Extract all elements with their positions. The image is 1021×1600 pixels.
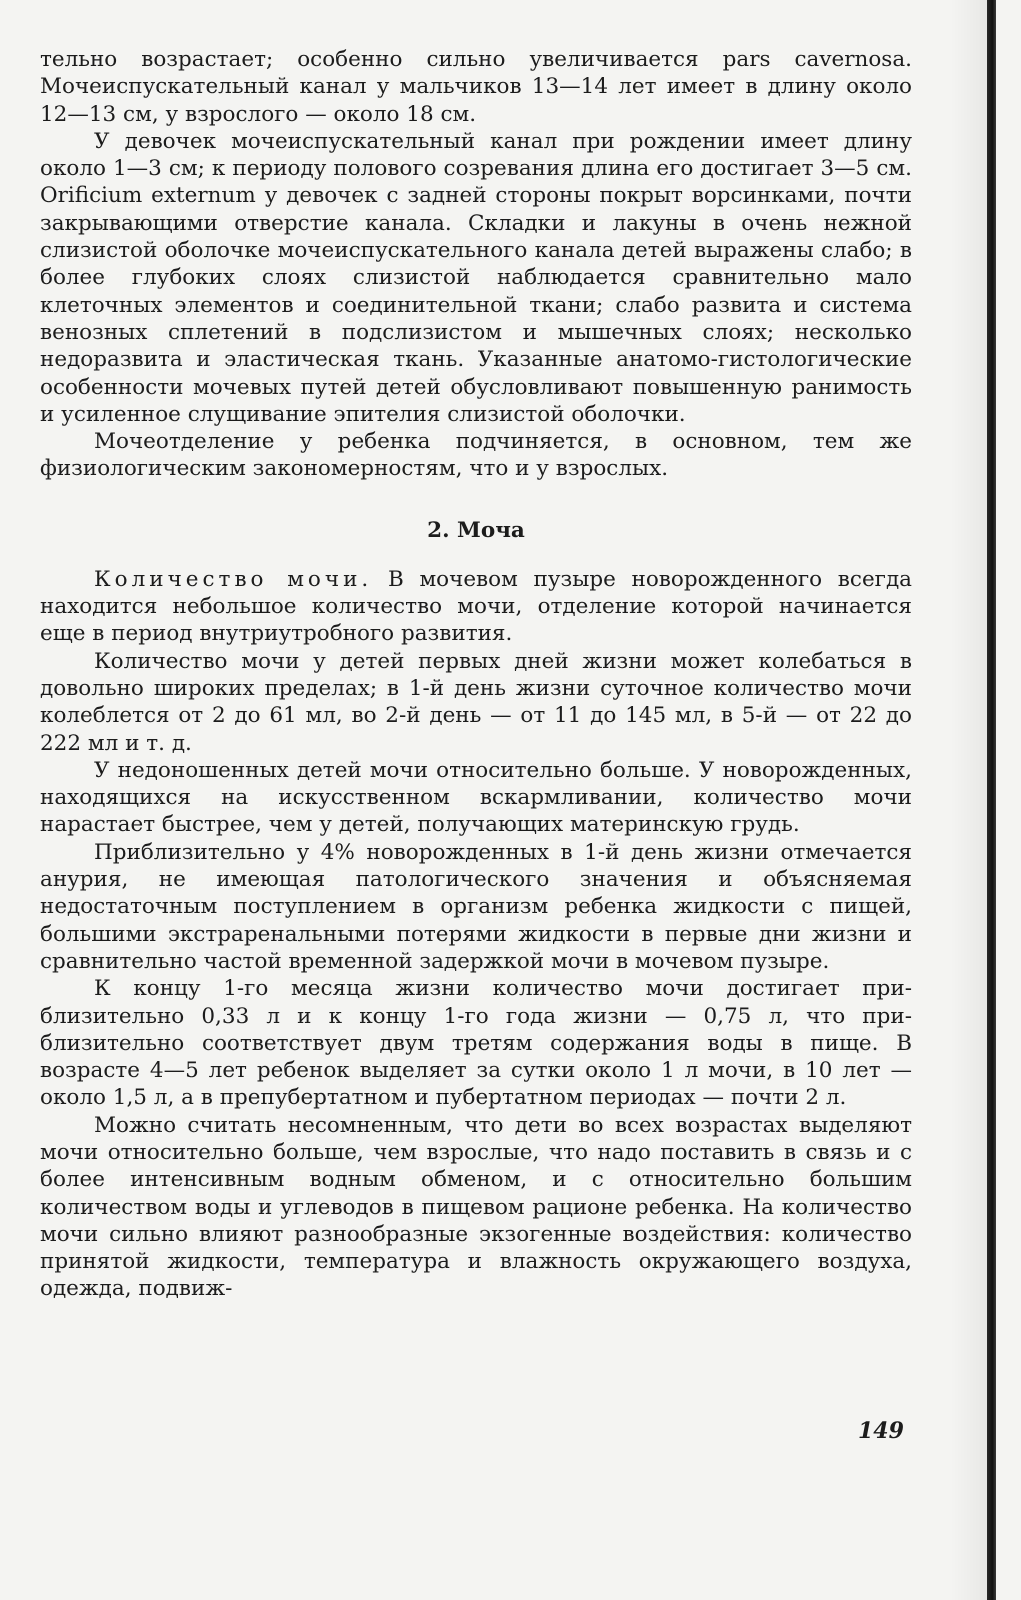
page-edge-shadow	[950, 0, 987, 1600]
paragraph-premature: У недоношенных детей мочи относительно больше. У новорожденных, находящихся на искусственном вскармливании, количество мочи нарастает быстрее, чем у детей, получающих материнскую грудь.	[40, 757, 912, 838]
paragraph-continuation: тельно возрастает; особенно сильно увеличивается pars cavernosa. Мочеиспускательный канал у мальчиков 13—14 лет имеет в длину около 12—13 см, у взрослого — около 18 см.	[40, 47, 912, 127]
paragraph-lead-text: В мочевом пузыре новорожденного всегда находится небольшое количество мочи, отделение которой начинается еще в период внутриутробного развития.	[40, 566, 912, 647]
paragraph-first-year: К концу 1-го месяца жизни количество мочи достигает приблизительно 0,33 л и к концу 1-го года жизни — 0,75 л, что приблизительно соответствует двум третям содержания воды в пище. В возрасте 4—5 лет ребенок выделяет за сутки около 1 л мочи, в 10 лет — около 1,5 л, а в препубертатном и пубертатном периодах — почти 2 л.	[40, 976, 912, 1111]
paragraph-girls-urethra: У девочек мочеиспускательный канал при рождении имеет длину около 1—3 см; к периоду полового созревания длина его достигает 3—5 см. Orificium externum у девочек с задней стороны покрыт ворсинками, почти закрывающими отверстие канала. Складки и лакуны в очень нежной слизистой оболочке мочеиспускательного канала детей выражены слабо; в более глубоких слоях слизистой наблюдается сравнительно мало клеточных элементов и соединительной ткани; слабо развита и система венозных сплетений в подслизистом и мышечных слоях; несколько недоразвита и эластическая ткань. Указанные анатомо-гистологические особенности мочевых путей детей обусловливают повышенную ранимость и усиленное слущивание эпителия слизистой оболочки.	[40, 128, 912, 427]
section-heading: 2. Моча	[427, 517, 525, 543]
paragraph-first-days: Количество мочи у детей первых дней жизни может колебаться в довольно широких пределах; в 1-й день жизни суточное количество мочи колеблется от 2 до 61 мл, во 2-й день — от 11 до 145 мл, в 5-й — от 22 до 222 мл и т. д.	[40, 648, 912, 756]
page-number: 149	[858, 1418, 904, 1444]
page-body	[40, 46, 912, 1303]
paragraph-anuria: Приблизительно у 4% новорожденных в 1-й день жизни отмечается анурия, не имеющая патологического значения и объясняемая недостаточным поступлением в организм ребенка жидкости с пищей, большими экстраренальными потерями жидкости в первые дни жизни и сравнительно частой временной задержкой мочи в мочевом пузыре.	[40, 839, 912, 974]
paragraph-urination: Мочеотделение у ребенка подчиняется, в основном, тем же физиологическим закономерностям, что и у взрослых.	[40, 429, 912, 482]
paragraph-lead-term: Количество мочи.	[94, 566, 373, 592]
scan-binding-edge	[987, 0, 996, 1600]
paragraph-all-ages: Можно считать несомненным, что дети во всех возрастах выделяют мочи относительно больше, чем взрослые, что надо поставить в связь и с более интенсивным водным обменом, и с относительно большим количеством воды и углеводов в пищевом рационе ребенка. На количество мочи сильно влияют разнообразные экзогенные воздействия: количество принятой жидкости, температура и влажность окружающего воздуха, одежда, подвиж-	[40, 1112, 912, 1302]
paragraph-urine-quantity	[40, 566, 912, 648]
